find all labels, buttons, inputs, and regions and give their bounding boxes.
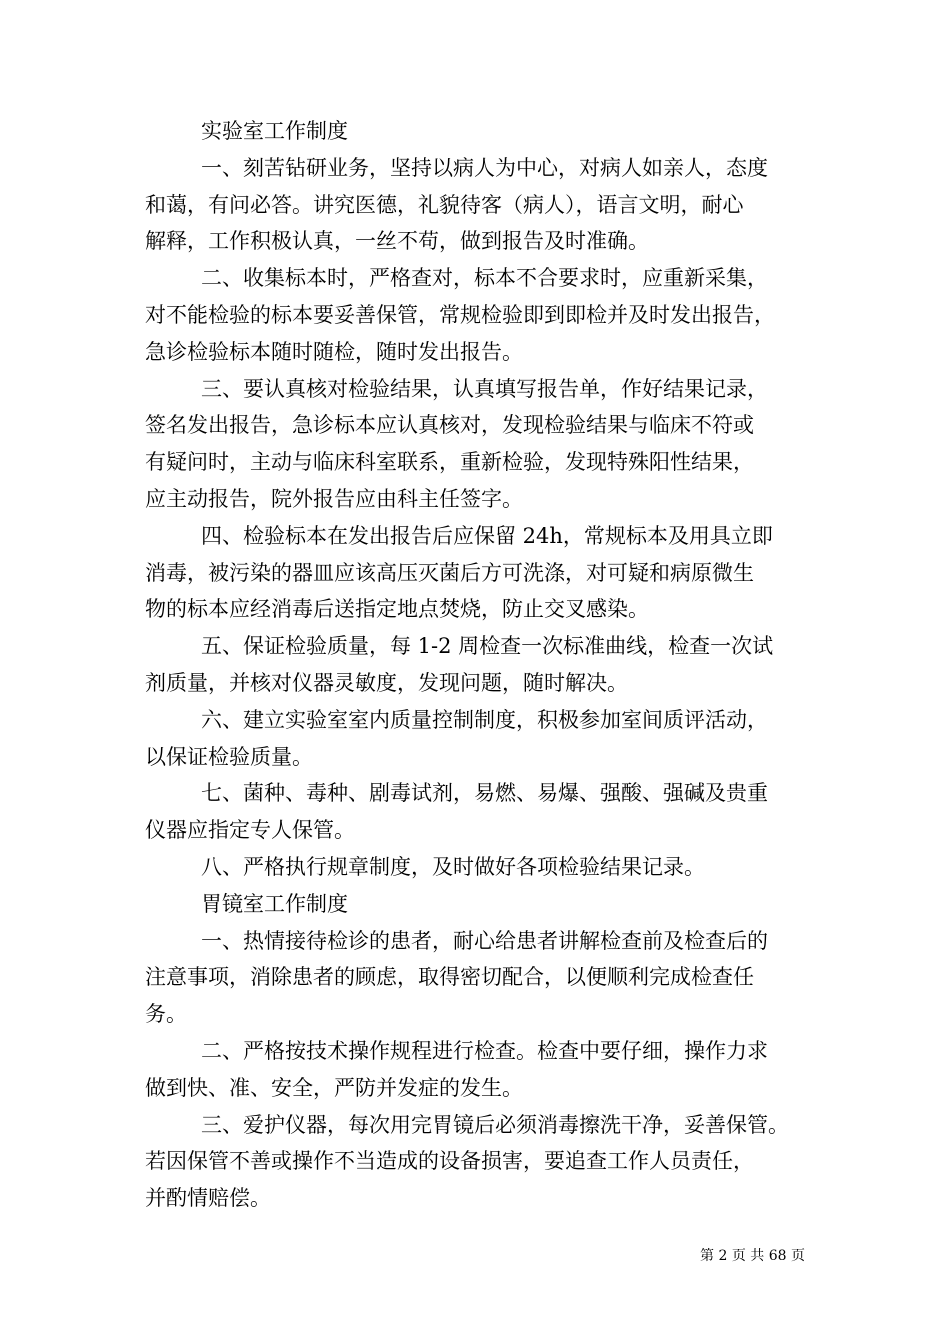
text-line: 以保证检验质量。 (145, 744, 313, 769)
text-line: 并酌情赔偿。 (145, 1186, 271, 1211)
text-line: 一、刻苦钻研业务，坚持以病人为中心，对病人如亲人，态度 (201, 155, 768, 180)
text-line: 注意事项，消除患者的顾虑，取得密切配合，以便顺利完成检查任 (145, 965, 754, 990)
text-line: 仪器应指定专人保管。 (145, 818, 355, 843)
text-line: 一、热情接待检诊的患者，耐心给患者讲解检查前及检查后的 (201, 928, 768, 953)
text-line: 二、严格按技术操作规程进行检查。检查中要仔细，操作力求 (201, 1038, 768, 1063)
text-line: 三、爱护仪器，每次用完胃镜后必须消毒擦洗干净，妥善保管。 (201, 1112, 789, 1137)
text-line: 六、建立实验室室内质量控制制度，积极参加室间质评活动， (201, 707, 768, 732)
text-line: 二、收集标本时，严格查对，标本不合要求时，应重新采集， (201, 266, 768, 291)
text-line: 若因保管不善或操作不当造成的设备损害，要追查工作人员责任， (145, 1149, 754, 1174)
text-line: 实验室工作制度 (201, 119, 348, 143)
document-body (145, 113, 815, 1217)
text-line: 七、菌种、毒种、剧毒试剂，易燃、易爆、强酸、强碱及贵重 (201, 781, 768, 806)
text-line: 胃镜室工作制度 (201, 891, 348, 916)
text-line: 急诊检验标本随时随检，随时发出报告。 (145, 339, 523, 364)
text-line: 解释，工作积极认真，一丝不苟，做到报告及时准确。 (145, 229, 649, 254)
text-line: 和蔼，有问必答。讲究医德，礼貌待客（病人），语言文明，耐心 (145, 192, 744, 217)
text-line: 有疑问时，主动与临床科室联系，重新检验，发现特殊阳性结果， (145, 450, 754, 475)
text-line: 消毒，被污染的器皿应该高压灭菌后方可洗涤，对可疑和病原微生 (145, 560, 754, 585)
text-line: 四、检验标本在发出报告后应保留 24h，常规标本及用具立即 (201, 523, 773, 548)
text-line: 五、保证检验质量，每 1-2 周检查一次标准曲线，检查一次试 (201, 634, 774, 659)
text-line: 剂质量，并核对仪器灵敏度，发现问题，随时解决。 (145, 670, 628, 695)
page-number: 第 2 页 共 68 页 (700, 1248, 805, 1264)
text-line: 签名发出报告，急诊标本应认真核对，发现检验结果与临床不符或 (145, 413, 754, 438)
text-line: 八、严格执行规章制度，及时做好各项检验结果记录。 (201, 854, 705, 879)
text-line: 三、要认真核对检验结果，认真填写报告单，作好结果记录， (201, 376, 768, 401)
text-line: 做到快、准、安全，严防并发症的发生。 (145, 1075, 523, 1100)
text-line: 对不能检验的标本要妥善保管，常规检验即到即检并及时发出报告， (145, 302, 775, 327)
text-line: 务。 (145, 1002, 187, 1027)
text-line: 应主动报告，院外报告应由科主任签字。 (145, 486, 523, 511)
text-line: 物的标本应经消毒后送指定地点焚烧，防止交叉感染。 (145, 597, 649, 622)
